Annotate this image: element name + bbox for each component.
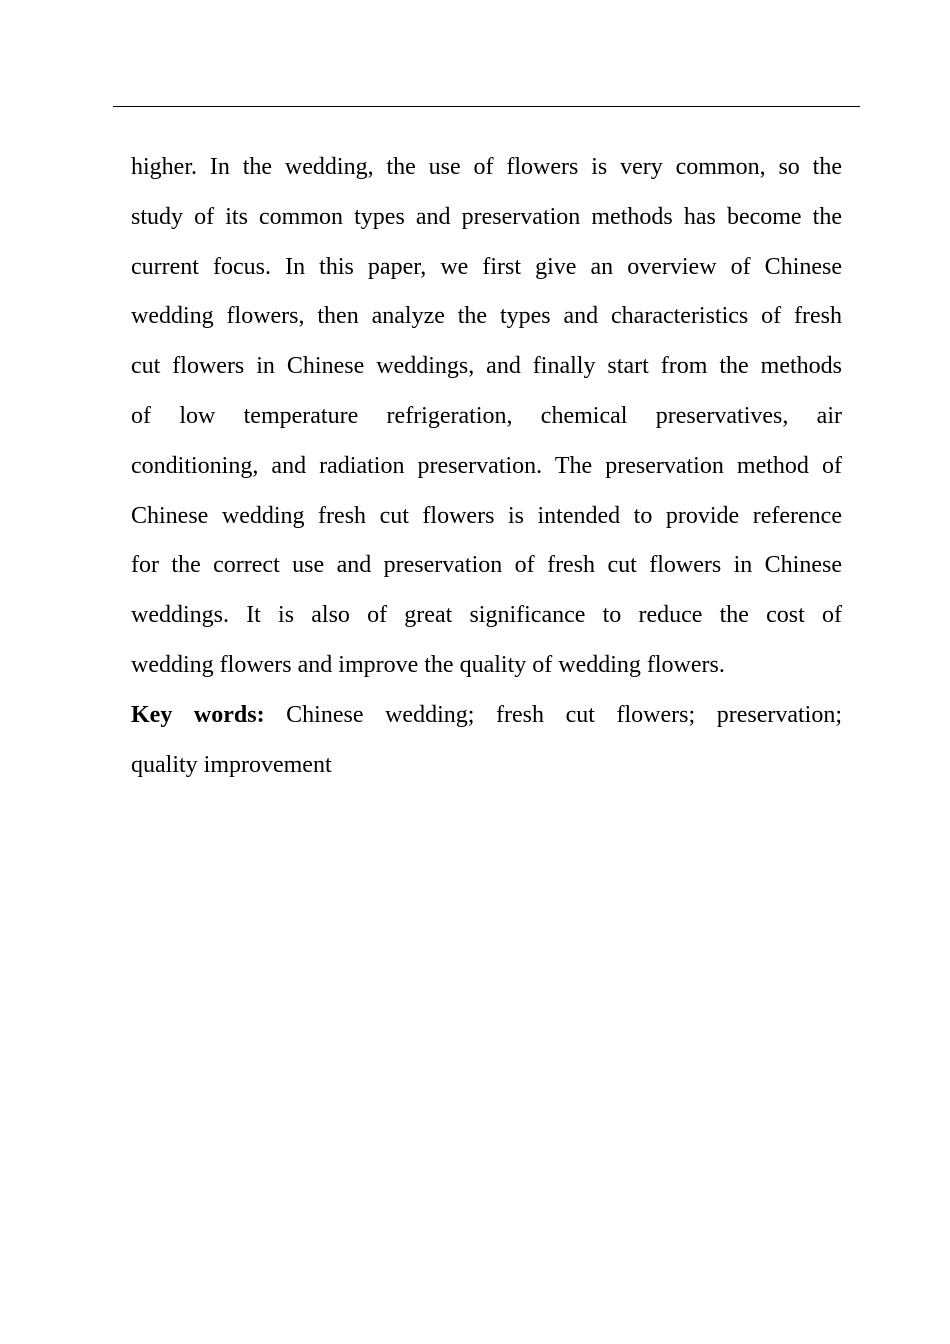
abstract-body xyxy=(131,143,842,790)
abstract-line: Chinese wedding fresh cut flowers is intended to provide reference xyxy=(131,502,842,529)
abstract-line: wedding flowers and improve the quality of wedding flowers. xyxy=(131,651,725,678)
abstract-line: weddings. It is also of great significance to reduce the cost of xyxy=(131,602,842,629)
keywords-label: Key words: xyxy=(131,701,265,728)
abstract-line: current focus. In this paper, we first give an overview of Chinese xyxy=(131,253,842,280)
keywords-line xyxy=(131,691,842,741)
abstract-line: higher. In the wedding, the use of flowers is very common, so the xyxy=(131,154,842,180)
keywords-text: Chinese wedding; fresh cut flowers; preservation; xyxy=(286,701,842,728)
abstract-line: of low temperature refrigeration, chemical preservatives, air xyxy=(131,402,842,429)
abstract-line: conditioning, and radiation preservation. The preservation method of xyxy=(131,452,842,479)
abstract-line: wedding flowers, then analyze the types and characteristics of fresh xyxy=(131,303,842,330)
keywords-continuation: quality improvement xyxy=(131,751,332,778)
header-rule xyxy=(113,106,860,107)
abstract-line: cut flowers in Chinese weddings, and finally start from the methods xyxy=(131,353,842,380)
abstract-line: for the correct use and preservation of fresh cut flowers in Chinese xyxy=(131,552,842,579)
abstract-line: study of its common types and preservation methods has become the xyxy=(131,203,842,230)
